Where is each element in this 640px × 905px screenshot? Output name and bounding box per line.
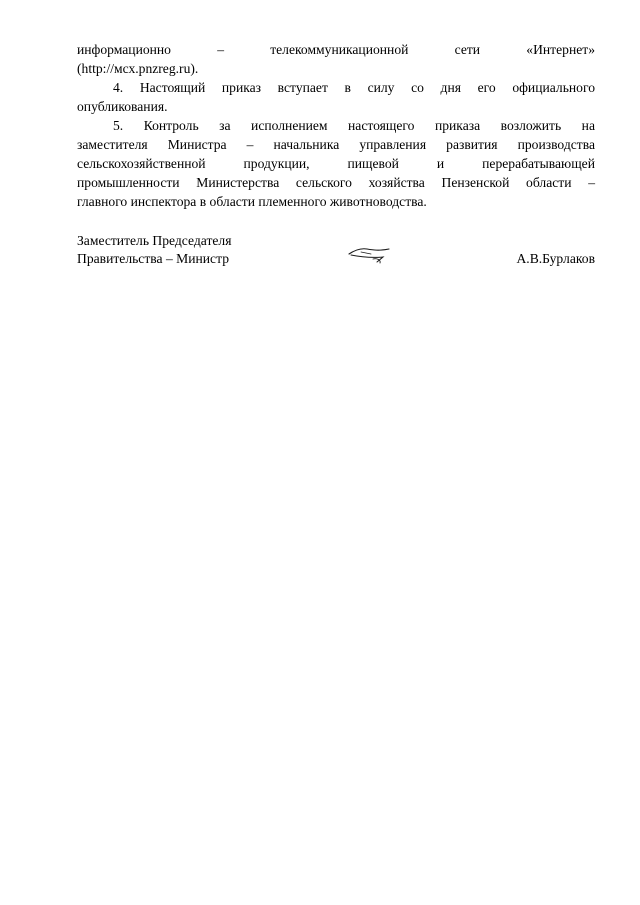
- signatory-name: А.В.Бурлаков: [516, 251, 595, 266]
- body-line: информационно – телекоммуникационной сети «Интернет»: [77, 42, 595, 57]
- body-line: главного инспектора в области племенного животноводства.: [77, 194, 427, 209]
- signature-block: [77, 232, 595, 268]
- paragraph-5-line: 5. Контроль за исполнением настоящего приказа возложить на: [113, 118, 595, 133]
- body-line: промышленности Министерства сельского хозяйства Пензенской области –: [77, 175, 595, 190]
- handwritten-signature: [347, 240, 393, 266]
- document-body: [77, 40, 595, 211]
- body-line: (http://мсх.pnzreg.ru).: [77, 61, 199, 76]
- paragraph-4-line: 4. Настоящий приказ вступает в силу со дня его официального: [113, 80, 595, 95]
- signatory-title-line-1: Заместитель Председателя: [77, 233, 232, 248]
- signatory-title-line-2: Правительства – Министр: [77, 251, 229, 266]
- body-line: сельскохозяйственной продукции, пищевой и перерабатывающей: [77, 156, 595, 171]
- body-line: заместителя Министра – начальника управления развития производства: [77, 137, 595, 152]
- body-line: опубликования.: [77, 99, 168, 114]
